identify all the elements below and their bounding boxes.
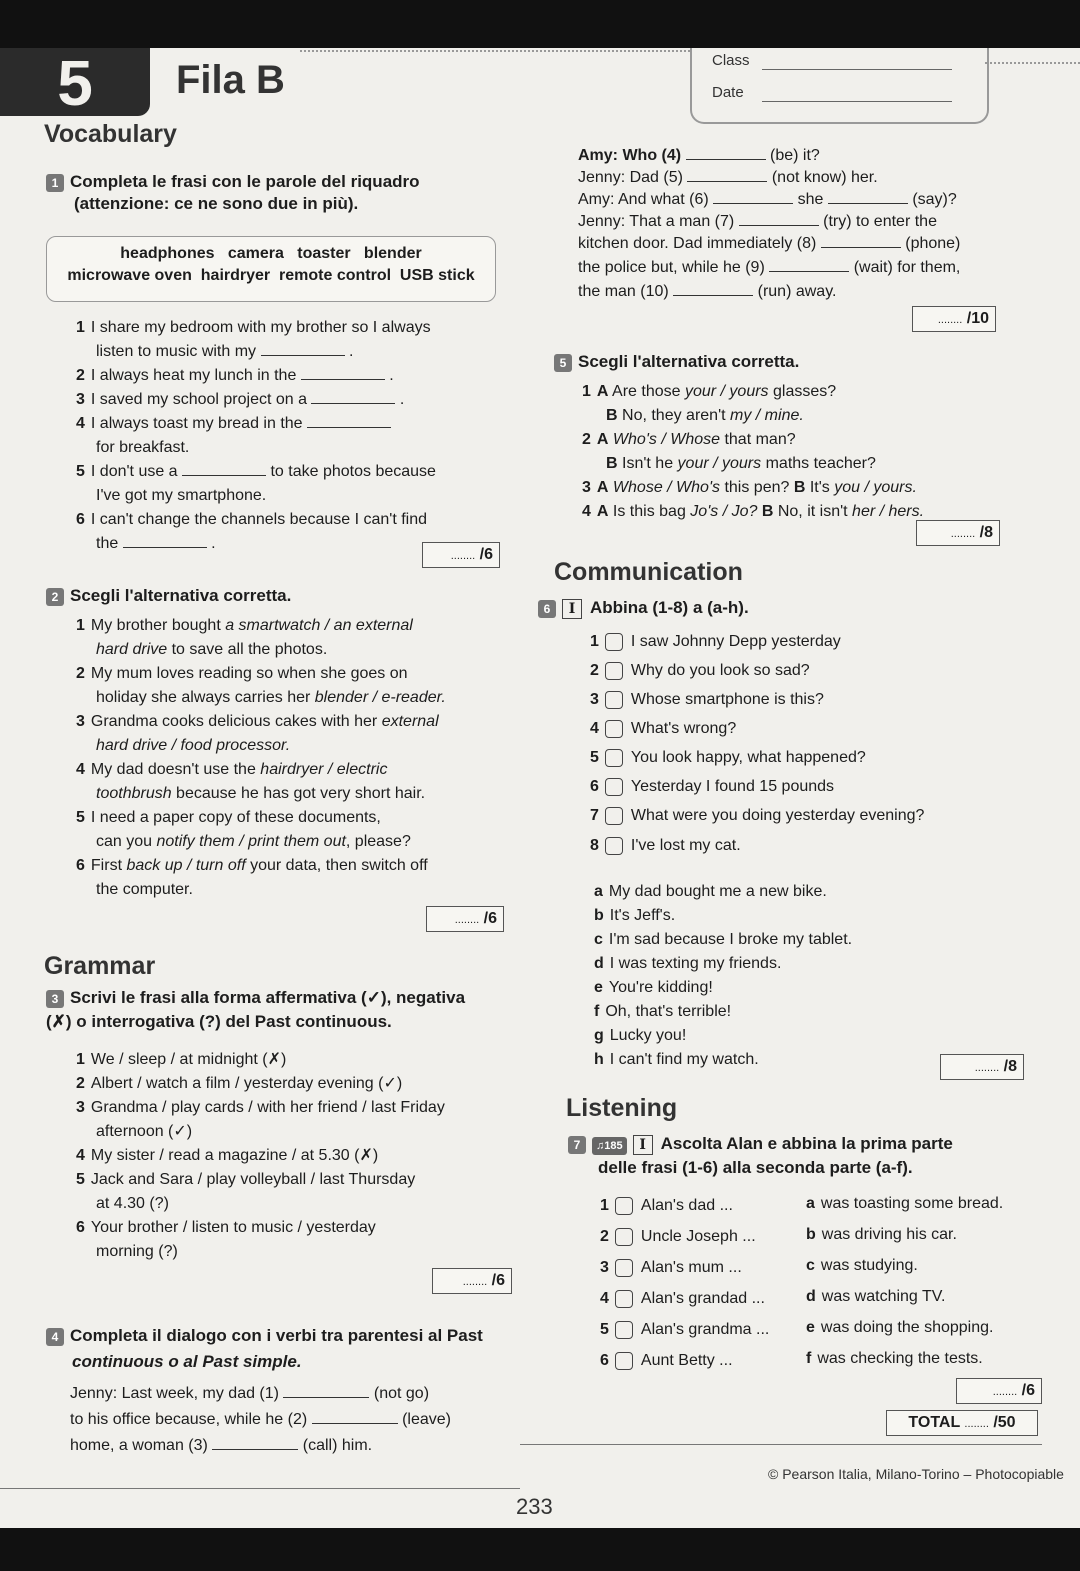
class-field[interactable] [762,68,952,70]
ex4-blank-6[interactable] [713,189,793,204]
ex4-score: ........ /10 [912,306,996,332]
header-rule [300,50,690,52]
ex3-item-2: 2 Albert / watch a film / yesterday evening (✓) [76,1075,403,1092]
ex6-answer-a: a My dad bought me a new bike. [594,883,827,900]
ex4-blank-1[interactable] [283,1383,369,1398]
footer-rule [520,1444,1042,1445]
ex5-item-3: 3 A Whose / Who's this pen? B It's you / yours. [582,479,917,496]
ex1-item-6: 6 I can't change the channels because I can't find [76,511,428,528]
ex1-item-6b: the . [96,535,216,552]
ex3-item-3: 3 Grandma / play cards / with her friend / last Friday [76,1099,445,1116]
footer-rule-left [0,1488,520,1489]
ex7-score: ........ /6 [956,1378,1042,1404]
ex7-item-4: 4 Alan's grandad ... [600,1290,765,1307]
ex4-line-7: Jenny: That a man (7) (try) to enter the [578,213,937,230]
unit-number: 5 [0,48,150,116]
ex4-blank-4[interactable] [686,145,766,160]
ex7-item-6: 6 Aunt Betty ... [600,1352,733,1369]
ex2-item-4b: toothbrush because he has got very short hair. [96,785,426,802]
ex7-answer-c: c was studying. [806,1257,918,1274]
individual-icon: I [562,599,582,619]
ex6-answer-c: c I'm sad because I broke my tablet. [594,931,853,948]
ex4-blank-2[interactable] [312,1409,398,1424]
ex2-item-6b: the computer. [96,881,193,898]
ex3-item-1: 1 We / sleep / at midnight (✗) [76,1051,287,1068]
ex2-item-3: 3 Grandma cooks delicious cakes with her external [76,713,439,730]
page-number: 233 [516,1494,553,1519]
ex7-answer-box-6[interactable] [615,1352,633,1370]
audio-track-icon[interactable]: ♫185 [592,1137,627,1155]
ex6-item-5: 5 You look happy, what happened? [590,749,866,766]
ex7-answer-box-1[interactable] [615,1197,633,1215]
date-label: Date [712,84,744,101]
ex1-item-5: 5 I don't use a to take photos because [76,463,436,480]
ex2-item-2b: holiday she always carries her blender / e-reader. [96,689,446,706]
ex4-line-4: Amy: Who (4) (be) it? [578,147,820,164]
ex6-answer-e: e You're kidding! [594,979,713,996]
ex5-item-1: 1 A Are those your / yours glasses? [582,383,837,400]
ex3-title: 3 Scrivi le frasi alla forma affermativa (✓), negativa [46,988,465,1008]
ex2-item-6: 6 First back up / turn off your data, then switch off [76,857,428,874]
ex7-answer-a: a was toasting some bread. [806,1195,1004,1212]
ex6-item-7: 7 What were you doing yesterday evening? [590,807,925,824]
ex4-blank-9[interactable] [769,257,849,272]
ex1-item-2: 2 I always heat my lunch in the . [76,367,394,384]
ex3-item-6b: morning (?) [96,1243,178,1260]
ex4-line-8: kitchen door. Dad immediately (8) (phone) [578,235,961,252]
ex3-score: ........ /6 [432,1268,512,1294]
ex4-blank-3[interactable] [212,1435,298,1450]
ex2-item-5b: can you notify them / print them out, please? [96,833,411,850]
ex6-answer-box-2[interactable] [605,662,623,680]
ex6-item-3: 3 Whose smartphone is this? [590,691,824,708]
ex6-item-8: 8 I've lost my cat. [590,837,741,854]
copyright-notice: © Pearson Italia, Milano-Torino – Photocopiable [768,1466,1064,1482]
ex6-answer-box-7[interactable] [605,807,623,825]
worksheet-title: Fila B [176,58,285,102]
ex1-blank-4[interactable] [307,413,391,428]
ex6-answer-box-3[interactable] [605,691,623,709]
ex6-item-2: 2 Why do you look so sad? [590,662,810,679]
ex3-title-2: (✗) o interrogativa (?) del Past continuous. [46,1012,392,1031]
listening-heading: Listening [566,1094,678,1122]
ex1-item-3: 3 I saved my school project on a . [76,391,405,408]
ex5-score: ........ /8 [916,520,1000,546]
worksheet-page [0,48,1080,1528]
ex6-answer-box-4[interactable] [605,720,623,738]
ex6-answer-box-5[interactable] [605,749,623,767]
ex7-answer-box-2[interactable] [615,1228,633,1246]
date-field[interactable] [762,100,952,102]
class-label: Class [712,52,750,69]
ex7-answer-f: f was checking the tests. [806,1350,983,1367]
ex6-answer-d: d I was texting my friends. [594,955,782,972]
ex6-item-1: 1 I saw Johnny Depp yesterday [590,633,841,650]
ex4-line-9: the police but, while he (9) (wait) for them, [578,259,961,276]
ex2-score: ........ /6 [426,906,504,932]
ex4-blank-8[interactable] [821,233,901,248]
ex5-item-4: 4 A Is this bag Jo's / Jo? B No, it isn't her / hers. [582,503,925,520]
ex1-score: ........ /6 [422,542,500,568]
ex1-blank-3[interactable] [311,389,395,404]
ex2-item-5: 5 I need a paper copy of these documents, [76,809,381,826]
ex2-item-2: 2 My mum loves reading so when she goes on [76,665,408,682]
total-score-box: TOTAL ........ /50 [886,1410,1038,1436]
ex3-item-5: 5 Jack and Sara / play volleyball / last Thursday [76,1171,416,1188]
ex5-title: 5 Scegli l'alternativa corretta. [554,352,799,372]
ex7-item-5: 5 Alan's grandma ... [600,1321,770,1338]
ex1-item-1b: listen to music with my . [96,343,354,360]
ex7-answer-box-5[interactable] [615,1321,633,1339]
ex2-title: 2 Scegli l'alternativa corretta. [46,586,291,606]
vocabulary-heading: Vocabulary [44,120,177,148]
ex4-line-3: home, a woman (3) (call) him. [70,1437,373,1454]
ex4-title-2: continuous o al Past simple. [72,1352,302,1371]
ex6-title: 6 I Abbina (1-8) a (a-h). [538,598,749,619]
ex7-answer-box-4[interactable] [615,1290,633,1308]
ex1-subtitle: (attenzione: ce ne sono due in più). [74,194,359,213]
ex1-blank-6[interactable] [123,533,207,548]
ex1-item-1: 1 I share my bedroom with my brother so I always [76,319,431,336]
word-box-row2: microwave oven hairdryer remote control USB stick [67,267,475,284]
ex7-item-2: 2 Uncle Joseph ... [600,1228,756,1245]
ex4-line-1: Jenny: Last week, my dad (1) (not go) [70,1385,430,1402]
ex3-item-4: 4 My sister / read a magazine / at 5.30 (✗) [76,1147,379,1164]
ex1-blank-1[interactable] [261,341,345,356]
ex2-item-1b: hard drive to save all the photos. [96,641,328,658]
ex5-item-2b: B Isn't he your / yours maths teacher? [606,455,876,472]
ex6-answer-b: b It's Jeff's. [594,907,676,924]
ex7-answer-e: e was doing the shopping. [806,1319,994,1336]
ex1-badge: 1 [46,174,64,192]
ex1-title: 1 Completa le frasi con le parole del riquadro [46,172,420,192]
ex4-line-10: the man (10) (run) away. [578,283,837,300]
ex4-line-6: Amy: And what (6) she (say)? [578,191,957,208]
ex6-answer-box-8[interactable] [605,837,623,855]
ex6-answer-box-6[interactable] [605,778,623,796]
communication-heading: Communication [554,558,743,586]
ex2-item-1: 1 My brother bought a smartwatch / an external [76,617,413,634]
ex5-item-1b: B No, they aren't my / mine. [606,407,804,424]
ex4-blank-10[interactable] [673,281,753,296]
ex7-answer-d: d was watching TV. [806,1288,946,1305]
ex5-item-2: 2 A Who's / Whose that man? [582,431,796,448]
ex6-answer-box-1[interactable] [605,633,623,651]
ex4-blank-6b[interactable] [828,189,908,204]
word-box [46,236,496,302]
ex3-item-5b: at 4.30 (?) [96,1195,169,1212]
ex6-score: ........ /8 [940,1054,1024,1080]
ex4-line-2: to his office because, while he (2) (leave) [70,1411,451,1428]
ex7-answer-box-3[interactable] [615,1259,633,1277]
ex7-item-1: 1 Alan's dad ... [600,1197,733,1214]
ex6-answer-g: g Lucky you! [594,1027,687,1044]
ex1-item-4b: for breakfast. [96,439,190,456]
individual-icon: I [633,1135,653,1155]
ex7-title-2: delle frasi (1-6) alla seconda parte (a-f). [598,1158,913,1177]
ex1-blank-5[interactable] [182,461,266,476]
ex6-answer-h: h I can't find my watch. [594,1051,759,1068]
ex4-line-5: Jenny: Dad (5) (not know) her. [578,169,878,186]
ex7-title: 7 ♫185 I Ascolta Alan e abbina la prima parte [568,1134,953,1155]
grammar-heading: Grammar [44,952,156,980]
ex6-item-4: 4 What's wrong? [590,720,737,737]
ex6-answer-f: f Oh, that's terrible! [594,1003,732,1020]
ex1-blank-2[interactable] [301,365,385,380]
ex4-title: 4 Completa il dialogo con i verbi tra parentesi al Past [46,1326,483,1346]
ex1-item-4: 4 I always toast my bread in the [76,412,391,436]
ex2-item-4: 4 My dad doesn't use the hairdryer / electric [76,761,388,778]
ex7-answer-b: b was driving his car. [806,1226,957,1243]
ex3-item-3b: afternoon (✓) [96,1123,193,1140]
ex4-blank-7[interactable] [739,211,819,226]
ex4-blank-5[interactable] [687,167,767,182]
ex7-item-3: 3 Alan's mum ... [600,1259,742,1276]
word-box-row1: headphones camera toaster blender [120,245,422,262]
ex6-item-6: 6 Yesterday I found 15 pounds [590,778,835,795]
header-rule-right [985,62,1080,64]
ex3-item-6: 6 Your brother / listen to music / yesterday [76,1219,376,1236]
ex1-item-5b: I've got my smartphone. [96,487,267,504]
ex2-item-3b: hard drive / food processor. [96,737,291,754]
